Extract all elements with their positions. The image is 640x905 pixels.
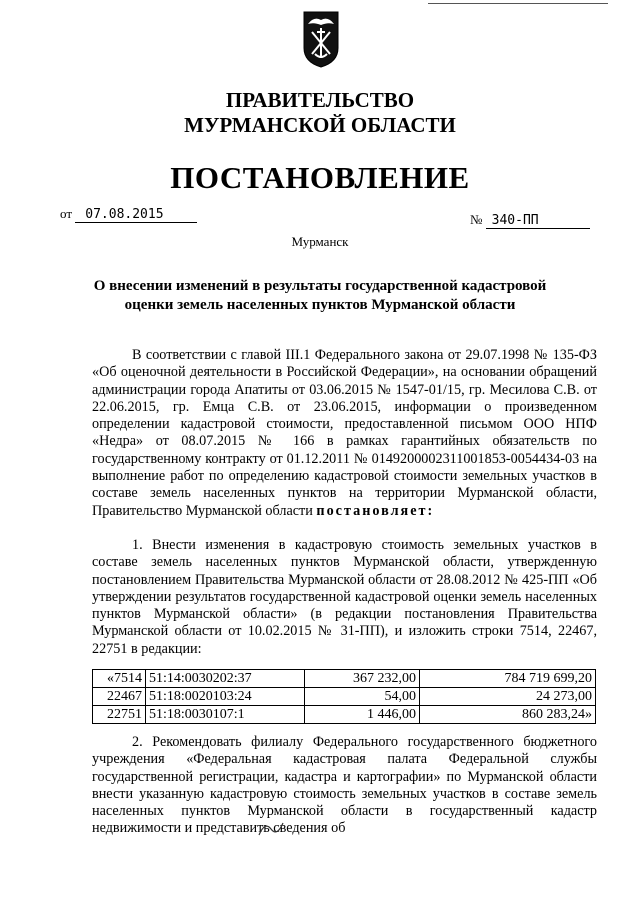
table-row <box>93 688 596 706</box>
government-title-line2: МУРМАНСКОЙ ОБЛАСТИ <box>184 113 456 137</box>
number-field <box>470 212 590 229</box>
date-field <box>60 206 197 223</box>
total-value: 784 719 699,20 <box>420 670 596 688</box>
preamble-text: В соответствии с главой III.1 Федерального закона от 29.07.1998 № 135-ФЗ «Об оценочной деятельности в Российской Федерации», на основании обращений администрации города Апатиты от 03.06.2015 № 1547-01/15, гр. Месилова С.В. от 22.06.2015, гр. Емца С.В. от 23.06.2015, информации о произведенном определении кадастровой стоимости, предоставленной письмом ООО НПФ «Недра» от 08.07.2015 № 166 в рамках гарантийных обязательств по государственному контракту от 01.12.2011 № 0149200002311001853-0054434-03 на выполнение работ по определению кадастровой стоимости земельных участков в составе земель населенных пунктов на территории Мурманской области, Правительство Мурманской области <box>92 347 597 519</box>
table-row <box>93 670 596 688</box>
total-value: 24 273,00 <box>420 688 596 706</box>
government-title-line1: ПРАВИТЕЛЬСТВО <box>225 88 415 112</box>
number-prefix: № <box>470 212 483 227</box>
subject-line1: О внесении изменений в результаты государственной кадастровой <box>93 278 547 294</box>
cadastral-number: 51:14:0030202:37 <box>146 670 305 688</box>
unit-value: 54,00 <box>305 688 420 706</box>
total-value: 860 283,24» <box>420 706 596 724</box>
subject-line2: оценки земель населенных пунктов Мурманской области <box>124 297 516 313</box>
row-number: «7514 <box>93 670 146 688</box>
document-type: ПОСТАНОВЛЕНИЕ <box>170 160 470 195</box>
ink-mark-icon <box>257 817 285 839</box>
document-subject <box>0 277 640 315</box>
paragraph-preamble <box>92 347 597 520</box>
decree-word: постановляет: <box>316 502 435 519</box>
cadastral-number: 51:18:0020103:24 <box>146 688 305 706</box>
document-number: 340-ПП <box>486 213 590 229</box>
document-date: 07.08.2015 <box>75 207 197 223</box>
table-row <box>93 706 596 724</box>
paragraph-item-2: 2. Рекомендовать филиалу Федерального государственного бюджетного учреждения «Федеральная кадастровая палата Федеральной службы государственной регистрации, кадастра и картографии» по Мурманской области внести указанную кадастровую стоимость земельных участков в составе земель населенных пунктов Мурманской области в государственный кадастр недвижимости и представить сведения об <box>92 734 597 837</box>
row-number: 22751 <box>93 706 146 724</box>
city-name: Мурманск <box>291 234 349 249</box>
paragraph-item-1: 1. Внести изменения в кадастровую стоимость земельных участков в составе земель населенных пунктов Мурманской области, утвержденную постановлением Правительства Мурманской области от 28.08.2012 № 425-ПП «Об утверждении результатов государственной кадастровой оценки земель населенных пунктов Мурманской области» (в редакции постановления Правительства Мурманской области от 10.02.2015 № 31-ПП), и изложить строки 7514, 22467, 22751 в редакции: <box>92 537 597 657</box>
cadastral-table <box>92 669 596 724</box>
unit-value: 1 446,00 <box>305 706 420 724</box>
date-prefix: от <box>60 206 73 221</box>
murmansk-coat-of-arms-icon <box>302 10 340 68</box>
government-title <box>0 88 640 138</box>
row-number: 22467 <box>93 688 146 706</box>
top-rule <box>428 3 608 4</box>
cadastral-number: 51:18:0030107:1 <box>146 706 305 724</box>
unit-value: 367 232,00 <box>305 670 420 688</box>
